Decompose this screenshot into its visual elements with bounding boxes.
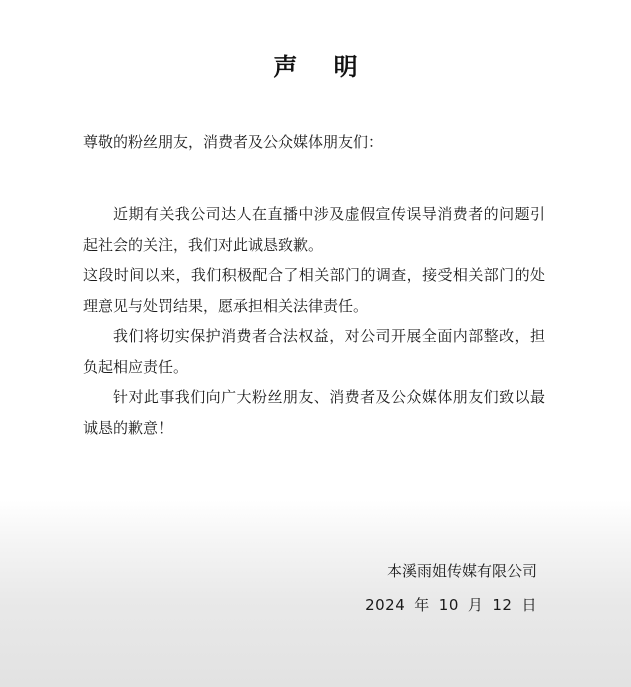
date-month-unit: 月	[467, 596, 484, 614]
date-day: 12	[492, 596, 513, 614]
paragraph-rectification: 我们将切实保护消费者合法权益，对公司开展全面内部整改，担负起相应责任。	[83, 327, 545, 376]
date-month: 10	[438, 596, 459, 614]
salutation: 尊敬的粉丝朋友，消费者及公众媒体朋友们：	[83, 133, 384, 151]
statement-body	[83, 199, 545, 443]
company-signature: 本溪雨姐传媒有限公司	[386, 562, 537, 580]
paragraph-investigation: 这段时间以来，我们积极配合了相关部门的调查，接受相关部门的处理意见与处罚结果，愿承担相关法律责任。	[83, 266, 545, 315]
document-title: 声 明	[273, 53, 372, 81]
paragraph-apology: 近期有关我公司达人在直播中涉及虚假宣传误导消费者的问题引起社会的关注，我们对此诚恳致歉。	[83, 205, 545, 254]
date-year: 2024	[365, 596, 406, 614]
date-year-unit: 年	[414, 596, 430, 614]
paragraph-final-apology: 针对此事我们向广大粉丝朋友、消费者及公众媒体朋友们致以最诚恳的歉意！	[83, 388, 545, 437]
date-day-unit: 日	[521, 596, 537, 614]
signature-date	[365, 594, 537, 616]
